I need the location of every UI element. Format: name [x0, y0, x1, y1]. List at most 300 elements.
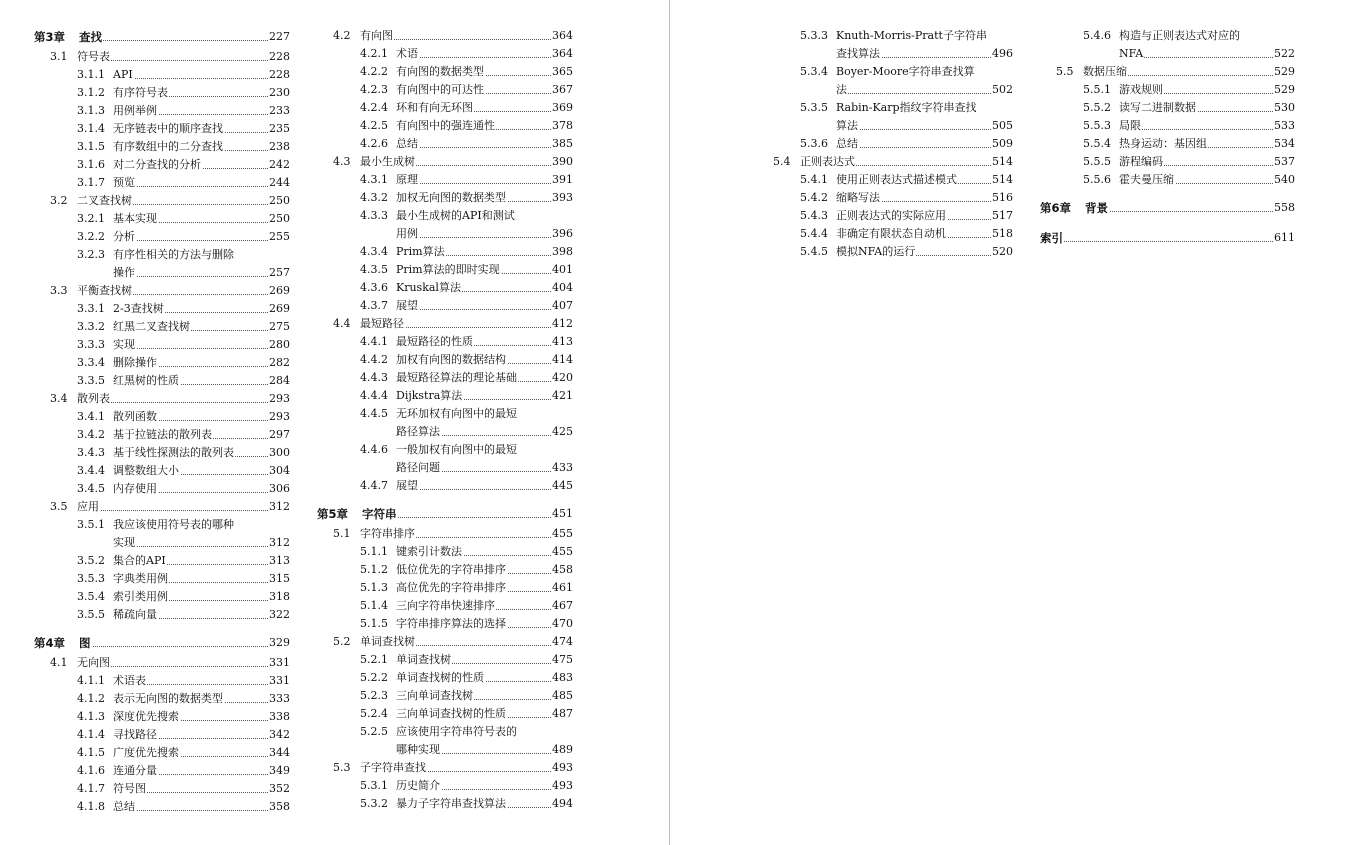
toc-page-number: 398	[552, 245, 573, 258]
toc-entry-number: 3.5.2	[77, 554, 105, 567]
toc-entry-title-continued: 实现	[113, 536, 135, 549]
toc-entry-number: 5.5.1	[1083, 83, 1111, 96]
toc-subsection-row[interactable]	[317, 262, 573, 278]
toc-entry-number: 第6章	[1040, 201, 1072, 215]
toc-page-number: 364	[552, 47, 573, 60]
toc-section-row[interactable]	[317, 316, 573, 332]
toc-subsection-row[interactable]	[34, 265, 290, 281]
toc-dot-leader	[1085, 211, 1295, 212]
toc-subsection-row[interactable]	[773, 100, 1013, 116]
toc-entry-title: 原理	[396, 173, 418, 186]
toc-subsection-row[interactable]	[34, 517, 290, 533]
toc-entry-number: 5.5	[1056, 65, 1074, 78]
toc-page-number: 228	[269, 68, 290, 81]
toc-subsection-row[interactable]	[317, 478, 573, 494]
toc-subsection-row[interactable]	[317, 544, 573, 560]
toc-subsection-row[interactable]	[34, 103, 290, 119]
toc-subsection-row[interactable]	[773, 190, 1013, 206]
toc-entry-title: 预览	[113, 176, 135, 189]
toc-entry-number: 5.4.5	[800, 245, 828, 258]
toc-subsection-row[interactable]	[1040, 28, 1295, 44]
toc-entry-number: 4.2.2	[360, 65, 388, 78]
toc-subsection-row[interactable]	[34, 463, 290, 479]
toc-subsection-row[interactable]	[34, 175, 290, 191]
toc-entry-title: 平衡查找树	[77, 284, 132, 297]
toc-entry-number: 3.5.4	[77, 590, 105, 603]
toc-entry-title: 我应该使用符号表的哪种	[113, 518, 234, 531]
toc-entry-number: 4.3.5	[360, 263, 388, 276]
toc-page-number: 318	[269, 590, 290, 603]
toc-entry-title: 用例举例	[113, 104, 157, 117]
toc-entry-number: 5.3.2	[360, 797, 388, 810]
toc-page-number: 280	[269, 338, 290, 351]
toc-subsection-row[interactable]	[34, 409, 290, 425]
toc-subsection-row[interactable]	[317, 172, 573, 188]
toc-page-number: 306	[269, 482, 290, 495]
toc-subsection-row[interactable]	[34, 211, 290, 227]
toc-entry-title: 二叉查找树	[77, 194, 132, 207]
toc-section-row[interactable]	[34, 499, 290, 515]
toc-subsection-row[interactable]	[317, 778, 573, 794]
toc-subsection-row[interactable]	[317, 280, 573, 296]
toc-entry-title-continued: 路径问题	[396, 461, 440, 474]
toc-page-number: 496	[992, 47, 1013, 60]
toc-subsection-row[interactable]	[317, 100, 573, 116]
toc-entry-number: 3.1.4	[77, 122, 105, 135]
toc-dot-leader	[113, 240, 290, 241]
toc-entry-number: 3.3.2	[77, 320, 105, 333]
toc-page-number: 250	[269, 194, 290, 207]
toc-entry-number: 4.1.6	[77, 764, 105, 777]
toc-page-number: 269	[269, 284, 290, 297]
toc-page-number: 483	[552, 671, 573, 684]
toc-entry-number: 4.1.1	[77, 674, 105, 687]
toc-subsection-row[interactable]	[1040, 154, 1295, 170]
toc-page-number: 269	[269, 302, 290, 315]
toc-page-number: 284	[269, 374, 290, 387]
toc-entry-title: 实现	[113, 338, 135, 351]
toc-page-number: 364	[552, 29, 573, 42]
toc-page-number: 451	[552, 507, 573, 520]
toc-subsection-row[interactable]	[34, 319, 290, 335]
toc-subsection-row[interactable]	[34, 589, 290, 605]
toc-subsection-row[interactable]	[773, 244, 1013, 260]
toc-subsection-row[interactable]	[34, 121, 290, 137]
toc-page-number: 412	[552, 317, 573, 330]
toc-page-number: 414	[552, 353, 573, 366]
toc-page-number: 235	[269, 122, 290, 135]
toc-entry-number: 3.1.1	[77, 68, 105, 81]
toc-subsection-row[interactable]	[34, 247, 290, 263]
toc-subsection-row[interactable]	[317, 370, 573, 386]
toc-entry-number: 3.3.1	[77, 302, 105, 315]
toc-subsection-row[interactable]	[34, 229, 290, 245]
toc-section-row[interactable]	[34, 193, 290, 209]
toc-entry-number: 3.5.3	[77, 572, 105, 585]
toc-entry-number: 4.1.7	[77, 782, 105, 795]
toc-subsection-row[interactable]	[317, 652, 573, 668]
toc-subsection-row[interactable]	[317, 442, 573, 458]
toc-subsection-row[interactable]	[34, 571, 290, 587]
toc-entry-title: 展望	[396, 299, 418, 312]
toc-page-number: 282	[269, 356, 290, 369]
toc-entry-number: 3.2	[50, 194, 68, 207]
toc-page-number: 505	[992, 119, 1013, 132]
toc-entry-title: 热身运动：基因组	[1119, 137, 1207, 150]
toc-page-number: 529	[1274, 83, 1295, 96]
toc-entry-number: 5.1.5	[360, 617, 388, 630]
toc-entry-title: 术语表	[113, 674, 146, 687]
toc-entry-title: 对二分查找的分析	[113, 158, 201, 171]
toc-entry-title: 索引	[1040, 231, 1063, 245]
toc-section-row[interactable]	[317, 526, 573, 542]
toc-entry-title: 有向图中的强连通性	[396, 119, 495, 132]
toc-entry-title: 暴力子字符串查找算法	[396, 797, 506, 810]
toc-entry-title-continued: NFA	[1119, 47, 1144, 60]
toc-entry-title: 基本实现	[113, 212, 157, 225]
toc-subsection-row[interactable]	[317, 136, 573, 152]
toc-entry-number: 4.4.7	[360, 479, 388, 492]
toc-subsection-row[interactable]	[317, 226, 573, 242]
toc-entry-title: 红黑树的性质	[113, 374, 179, 387]
toc-entry-number: 5.4.4	[800, 227, 828, 240]
toc-entry-title: 最短路径算法的理论基础	[396, 371, 517, 384]
toc-entry-title: 数据压缩	[1083, 65, 1127, 78]
toc-subsection-row[interactable]	[317, 298, 573, 314]
toc-page-number: 367	[552, 83, 573, 96]
toc-subsection-row[interactable]	[317, 334, 573, 350]
toc-entry-title: Knuth-Morris-Pratt子字符串	[836, 29, 987, 42]
toc-subsection-row[interactable]	[34, 799, 290, 815]
toc-subsection-row[interactable]	[34, 535, 290, 551]
toc-section-row[interactable]	[34, 391, 290, 407]
toc-entry-number: 4.2.6	[360, 137, 388, 150]
toc-subsection-row[interactable]	[317, 424, 573, 440]
toc-page-number: 529	[1274, 65, 1295, 78]
toc-entry-number: 3.4.3	[77, 446, 105, 459]
toc-page-number: 534	[1274, 137, 1295, 150]
toc-entry-title: 加权有向图的数据结构	[396, 353, 506, 366]
toc-page-number: 293	[269, 410, 290, 423]
toc-entry-title: 深度优先搜索	[113, 710, 179, 723]
toc-subsection-row[interactable]	[317, 598, 573, 614]
toc-subsection-row[interactable]	[773, 82, 1013, 98]
toc-page-number: 540	[1274, 173, 1295, 186]
toc-dot-leader	[113, 546, 290, 547]
toc-entry-title: API	[113, 68, 133, 81]
toc-entry-number: 3.5	[50, 500, 68, 513]
toc-entry-number: 4.3.6	[360, 281, 388, 294]
toc-subsection-row[interactable]	[317, 352, 573, 368]
toc-subsection-row[interactable]	[317, 460, 573, 476]
toc-subsection-row[interactable]	[317, 796, 573, 812]
toc-subsection-row[interactable]	[317, 46, 573, 62]
toc-entry-number: 4.4.3	[360, 371, 388, 384]
toc-chapter-row[interactable]	[1040, 200, 1295, 216]
toc-dot-leader	[113, 78, 290, 79]
toc-entry-number: 4.2	[333, 29, 351, 42]
toc-entry-number: 5.5.2	[1083, 101, 1111, 114]
toc-subsection-row[interactable]	[773, 172, 1013, 188]
toc-subsection-row[interactable]	[34, 157, 290, 173]
toc-subsection-row[interactable]	[34, 727, 290, 743]
toc-page-number: 533	[1274, 119, 1295, 132]
toc-entry-number: 4.4.5	[360, 407, 388, 420]
toc-subsection-row[interactable]	[1040, 82, 1295, 98]
toc-section-row[interactable]	[34, 655, 290, 671]
toc-entry-title: 环和有向无环图	[396, 101, 473, 114]
toc-entry-number: 5.2.1	[360, 653, 388, 666]
toc-page-number: 331	[269, 656, 290, 669]
toc-entry-title: 非确定有限状态自动机	[836, 227, 946, 240]
toc-subsection-row[interactable]	[317, 244, 573, 260]
toc-entry-title: 索引类用例	[113, 590, 168, 603]
toc-chapter-row[interactable]	[34, 29, 290, 45]
toc-page-number: 390	[552, 155, 573, 168]
toc-page-number: 493	[552, 779, 573, 792]
toc-entry-title: 总结	[836, 137, 858, 150]
toc-entry-title: 连通分量	[113, 764, 157, 777]
right-page	[670, 0, 1362, 845]
toc-page-number: 494	[552, 797, 573, 810]
toc-subsection-row[interactable]	[1040, 136, 1295, 152]
toc-subsection-row[interactable]	[34, 709, 290, 725]
toc-page-number: 420	[552, 371, 573, 384]
toc-entry-number: 5.4	[773, 155, 791, 168]
toc-subsection-row[interactable]	[1040, 46, 1295, 62]
toc-entry-number: 4.3.4	[360, 245, 388, 258]
toc-entry-title: 展望	[396, 479, 418, 492]
toc-page-number: 489	[552, 743, 573, 756]
toc-dot-leader	[836, 147, 1013, 148]
toc-subsection-row[interactable]	[34, 373, 290, 389]
toc-entry-title: 基于拉链法的散列表	[113, 428, 212, 441]
toc-subsection-row[interactable]	[34, 355, 290, 371]
toc-subsection-row[interactable]	[1040, 172, 1295, 188]
toc-subsection-row[interactable]	[773, 136, 1013, 152]
toc-subsection-row[interactable]	[317, 406, 573, 422]
toc-page-number: 485	[552, 689, 573, 702]
toc-entry-number: 5.1.3	[360, 581, 388, 594]
toc-subsection-row[interactable]	[1040, 118, 1295, 134]
toc-page-number: 369	[552, 101, 573, 114]
toc-subsection-row[interactable]	[317, 616, 573, 632]
toc-subsection-row[interactable]	[773, 46, 1013, 62]
toc-subsection-row[interactable]	[317, 190, 573, 206]
toc-page-number: 312	[269, 536, 290, 549]
toc-entry-title: 三向单词查找树	[396, 689, 473, 702]
toc-page-number: 257	[269, 266, 290, 279]
toc-page-number: 300	[269, 446, 290, 459]
toc-entry-title: 应用	[77, 500, 99, 513]
toc-page-number: 344	[269, 746, 290, 759]
toc-entry-number: 5.5.5	[1083, 155, 1111, 168]
toc-section-row[interactable]	[317, 28, 573, 44]
toc-subsection-row[interactable]	[34, 763, 290, 779]
toc-page-number: 530	[1274, 101, 1295, 114]
toc-entry-number: 4.4.6	[360, 443, 388, 456]
toc-subsection-row[interactable]	[34, 67, 290, 83]
toc-entry-number: 4.3.3	[360, 209, 388, 222]
toc-page-number: 455	[552, 545, 573, 558]
toc-entry-title: 表示无向图的数据类型	[113, 692, 223, 705]
toc-subsection-row[interactable]	[34, 337, 290, 353]
toc-subsection-row[interactable]	[317, 724, 573, 740]
toc-entry-number: 4.4	[333, 317, 351, 330]
toc-dot-leader	[1119, 57, 1295, 58]
toc-entry-number: 第3章	[34, 30, 66, 44]
toc-page-number: 228	[269, 50, 290, 63]
toc-entry-number: 3.1.6	[77, 158, 105, 171]
toc-entry-number: 4.1	[50, 656, 68, 669]
toc-entry-number: 3.5.5	[77, 608, 105, 621]
toc-entry-number: 3.1	[50, 50, 68, 63]
toc-page-number: 467	[552, 599, 573, 612]
toc-subsection-row[interactable]	[34, 745, 290, 761]
toc-page-number: 611	[1274, 231, 1295, 244]
toc-subsection-row[interactable]	[34, 553, 290, 569]
toc-subsection-row[interactable]	[317, 562, 573, 578]
toc-subsection-row[interactable]	[317, 580, 573, 596]
toc-dot-leader	[836, 93, 1013, 94]
toc-entry-title: 应该使用字符串符号表的	[396, 725, 517, 738]
toc-entry-title: 高位优先的字符串排序	[396, 581, 506, 594]
toc-subsection-row[interactable]	[34, 427, 290, 443]
toc-dot-leader	[1040, 241, 1295, 242]
toc-entry-title: Rabin-Karp指纹字符串查找	[836, 101, 977, 114]
toc-entry-title-continued: 路径算法	[396, 425, 440, 438]
toc-subsection-row[interactable]	[34, 445, 290, 461]
toc-subsection-row[interactable]	[317, 742, 573, 758]
toc-page-number: 233	[269, 104, 290, 117]
toc-subsection-row[interactable]	[773, 208, 1013, 224]
toc-subsection-row[interactable]	[317, 208, 573, 224]
toc-section-row[interactable]	[34, 49, 290, 65]
toc-subsection-row[interactable]	[34, 481, 290, 497]
toc-subsection-row[interactable]	[34, 781, 290, 797]
toc-entry-number: 4.1.3	[77, 710, 105, 723]
toc-subsection-row[interactable]	[773, 28, 1013, 44]
toc-dot-leader	[77, 510, 290, 511]
toc-section-row[interactable]	[34, 283, 290, 299]
toc-page-number: 455	[552, 527, 573, 540]
toc-subsection-row[interactable]	[317, 706, 573, 722]
toc-page-number: 522	[1274, 47, 1295, 60]
toc-page-number: 461	[552, 581, 573, 594]
toc-page-number: 227	[269, 30, 290, 43]
toc-entry-title: 稀疏向量	[113, 608, 157, 621]
toc-subsection-row[interactable]	[34, 139, 290, 155]
toc-entry-title: 字符串	[362, 507, 397, 521]
toc-entry-number: 5.4.6	[1083, 29, 1111, 42]
toc-entry-title: Kruskal算法	[396, 281, 461, 294]
toc-entry-title: 字典类用例	[113, 572, 168, 585]
toc-entry-title: 游程编码	[1119, 155, 1163, 168]
toc-entry-number: 5.1.4	[360, 599, 388, 612]
toc-entry-title: 基于线性探测法的散列表	[113, 446, 234, 459]
toc-subsection-row[interactable]	[34, 301, 290, 317]
toc-subsection-row[interactable]	[773, 64, 1013, 80]
toc-dot-leader	[1119, 129, 1295, 130]
toc-dot-leader	[113, 276, 290, 277]
toc-entry-title: 单词查找树的性质	[396, 671, 484, 684]
toc-entry-title: 符号表	[77, 50, 110, 63]
toc-subsection-row[interactable]	[317, 118, 573, 134]
toc-chapter-row[interactable]	[1040, 230, 1295, 246]
toc-subsection-row[interactable]	[317, 388, 573, 404]
toc-chapter-row[interactable]	[34, 635, 290, 651]
toc-entry-number: 4.1.8	[77, 800, 105, 813]
toc-subsection-row[interactable]	[317, 82, 573, 98]
toc-entry-number: 5.4.1	[800, 173, 828, 186]
toc-subsection-row[interactable]	[317, 670, 573, 686]
toc-subsection-row[interactable]	[317, 688, 573, 704]
toc-page-number: 517	[992, 209, 1013, 222]
toc-entry-number: 5.2.5	[360, 725, 388, 738]
toc-page-number: 255	[269, 230, 290, 243]
toc-entry-title: 最短路径的性质	[396, 335, 473, 348]
toc-entry-title-continued: 查找算法	[836, 47, 880, 60]
toc-entry-number: 3.3.4	[77, 356, 105, 369]
toc-entry-title: 图	[79, 636, 91, 650]
toc-entry-title-continued: 哪种实现	[396, 743, 440, 756]
toc-page-number: 329	[269, 636, 290, 649]
toc-page-number: 238	[269, 140, 290, 153]
toc-entry-title: 最短路径	[360, 317, 404, 330]
toc-subsection-row[interactable]	[317, 64, 573, 80]
toc-section-row[interactable]	[317, 154, 573, 170]
toc-subsection-row[interactable]	[773, 118, 1013, 134]
toc-entry-title: 2-3查找树	[113, 302, 164, 315]
toc-entry-title: 最小生成树	[360, 155, 415, 168]
toc-entry-title: 键索引计数法	[396, 545, 462, 558]
toc-subsection-row[interactable]	[34, 607, 290, 623]
toc-section-row[interactable]	[317, 760, 573, 776]
toc-entry-number: 5.2.2	[360, 671, 388, 684]
toc-chapter-row[interactable]	[317, 506, 573, 522]
toc-subsection-row[interactable]	[34, 85, 290, 101]
toc-entry-number: 5.3.3	[800, 29, 828, 42]
toc-entry-title: 有向图	[360, 29, 393, 42]
toc-entry-number: 3.4.4	[77, 464, 105, 477]
toc-page-number: 487	[552, 707, 573, 720]
toc-subsection-row[interactable]	[773, 226, 1013, 242]
toc-entry-title: 删除操作	[113, 356, 157, 369]
toc-entry-title: 集合的API	[113, 554, 166, 567]
toc-subsection-row[interactable]	[1040, 100, 1295, 116]
toc-page-number: 331	[269, 674, 290, 687]
toc-subsection-row[interactable]	[34, 691, 290, 707]
toc-section-row[interactable]	[773, 154, 1013, 170]
toc-section-row[interactable]	[317, 634, 573, 650]
toc-entry-number: 4.4.2	[360, 353, 388, 366]
toc-section-row[interactable]	[1040, 64, 1295, 80]
toc-page-number: 401	[552, 263, 573, 276]
toc-entry-title: 一般加权有向图中的最短	[396, 443, 517, 456]
toc-dot-leader	[396, 147, 573, 148]
toc-entry-title: 历史简介	[396, 779, 440, 792]
toc-entry-title: 三向单词查找树的性质	[396, 707, 506, 720]
toc-page-number: 312	[269, 500, 290, 513]
toc-entry-number: 5.3.5	[800, 101, 828, 114]
toc-dot-leader	[396, 309, 573, 310]
toc-page-number: 365	[552, 65, 573, 78]
toc-page-number: 315	[269, 572, 290, 585]
toc-entry-number: 3.2.3	[77, 248, 105, 261]
toc-entry-title-continued: 操作	[113, 266, 135, 279]
toc-subsection-row[interactable]	[34, 673, 290, 689]
toc-page-number: 516	[992, 191, 1013, 204]
